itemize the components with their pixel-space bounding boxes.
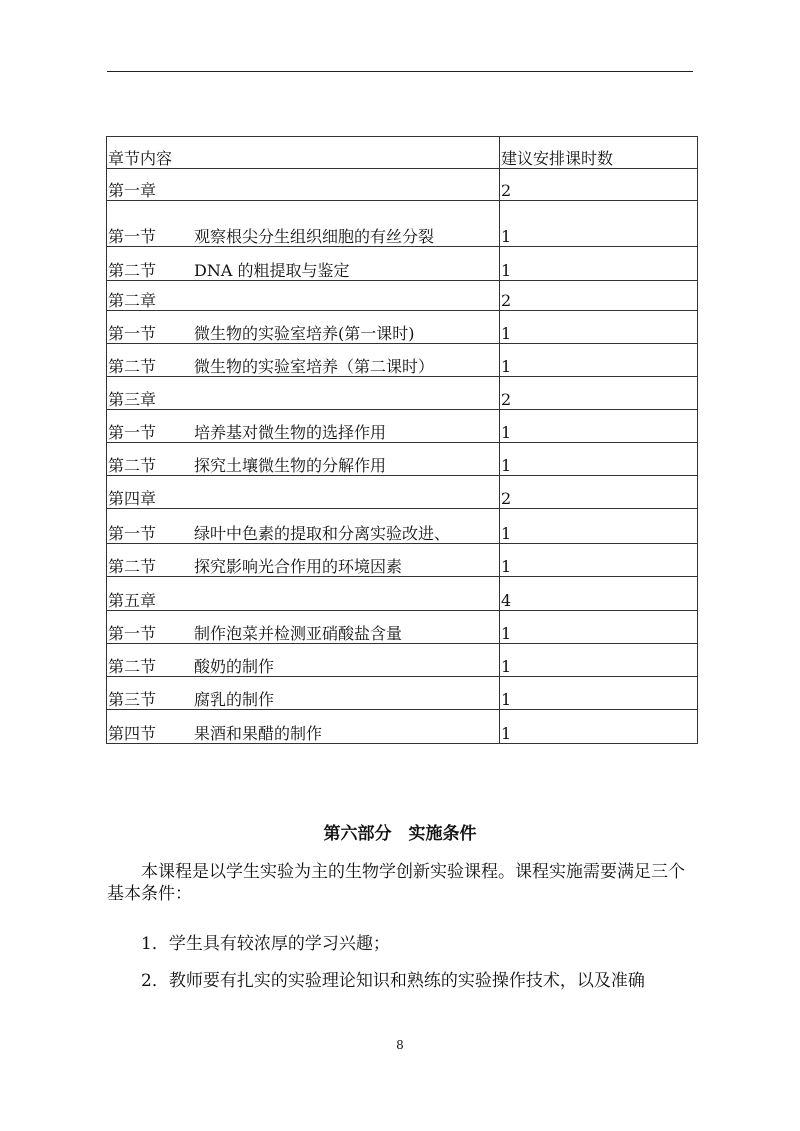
hours-cell: 1 <box>500 611 698 644</box>
hours-cell: 1 <box>500 443 698 476</box>
table-row <box>107 247 698 281</box>
table-row <box>107 201 698 247</box>
chapter-section-cell <box>107 644 500 677</box>
chapter-section-cell <box>107 344 500 377</box>
table-row <box>107 476 698 509</box>
chapter-section-cell <box>107 577 500 611</box>
hours-cell: 4 <box>500 577 698 611</box>
section-title: 微生物的实验室培养（第二课时） <box>194 357 435 376</box>
chapter-section-cell <box>107 201 500 247</box>
section-title: 酸奶的制作 <box>194 657 275 676</box>
chapter-section-cell <box>107 311 500 344</box>
section-title: 培养基对微生物的选择作用 <box>194 423 387 442</box>
section-title: 探究土壤微生物的分解作用 <box>194 456 387 475</box>
table-row <box>107 281 698 311</box>
section-title: 微生物的实验室培养(第一课时) <box>194 324 415 343</box>
section-label: 第五章 <box>108 591 157 610</box>
chapter-section-cell <box>107 443 500 476</box>
section-label: 第一节 <box>108 624 157 643</box>
condition-item-2: 2．教师要有扎实的实验理论知识和熟练的实验操作技术，以及准确 <box>141 971 645 991</box>
table-row <box>107 544 698 577</box>
section-title: 果酒和果醋的制作 <box>194 724 323 743</box>
hours-cell: 1 <box>500 677 698 710</box>
section-label: 第二节 <box>108 557 157 576</box>
section-label: 第二节 <box>108 456 157 475</box>
header-rule <box>107 71 693 72</box>
chapter-section-cell <box>107 377 500 410</box>
hours-cell: 1 <box>500 509 698 544</box>
chapter-section-cell <box>107 247 500 281</box>
chapter-section-cell <box>107 710 500 744</box>
table-row <box>107 577 698 611</box>
section-label: 第二节 <box>108 657 157 676</box>
hours-cell: 2 <box>500 281 698 311</box>
table-row <box>107 377 698 410</box>
condition-item-1: 1．学生具有较浓厚的学习兴趣； <box>141 934 390 954</box>
hours-cell: 1 <box>500 410 698 443</box>
hours-cell: 1 <box>500 544 698 577</box>
hours-cell: 1 <box>500 201 698 247</box>
section-label: 第一节 <box>108 524 157 543</box>
chapter-section-cell <box>107 281 500 311</box>
table-row <box>107 677 698 710</box>
section-title: 腐乳的制作 <box>194 690 275 709</box>
table-row <box>107 311 698 344</box>
section-label: 第一节 <box>108 227 157 246</box>
section-label: 第一节 <box>108 423 157 442</box>
chapter-section-cell <box>107 611 500 644</box>
chapter-section-cell <box>107 410 500 443</box>
hours-cell: 1 <box>500 311 698 344</box>
intro-paragraph: 本课程是以学生实验为主的生物学创新实验课程。课程实施需要满足三个基本条件： <box>107 862 685 904</box>
table-row <box>107 410 698 443</box>
section-label: 第一节 <box>108 324 157 343</box>
section-label: 第二节 <box>108 357 157 376</box>
section-heading: 第六部分 实施条件 <box>323 824 477 844</box>
header-hours-cell: 建议安排课时数 <box>500 137 698 169</box>
hours-cell: 1 <box>500 710 698 744</box>
section-label: 第四章 <box>108 489 157 508</box>
section-label: 第三节 <box>108 690 157 709</box>
chapter-section-cell <box>107 169 500 201</box>
table-row <box>107 710 698 744</box>
table-row <box>107 644 698 677</box>
hours-cell: 2 <box>500 377 698 410</box>
section-label: 第一章 <box>108 181 157 200</box>
table-row <box>107 344 698 377</box>
section-label: 第二章 <box>108 291 157 310</box>
table-row <box>107 611 698 644</box>
section-title: 绿叶中色素的提取和分离实验改进、 <box>194 524 451 543</box>
section-title: 探究影响光合作用的环境因素 <box>194 557 403 576</box>
section-label: 第四节 <box>108 724 157 743</box>
chapter-section-cell <box>107 476 500 509</box>
section-label: 第二节 <box>108 261 157 280</box>
section-label: 第三章 <box>108 390 157 409</box>
hours-cell: 1 <box>500 644 698 677</box>
chapter-section-cell <box>107 677 500 710</box>
hours-cell: 2 <box>500 169 698 201</box>
chapter-section-cell <box>107 509 500 544</box>
hours-cell: 2 <box>500 476 698 509</box>
section-title: 制作泡菜并检测亚硝酸盐含量 <box>194 624 403 643</box>
course-schedule-table <box>106 136 698 744</box>
table-header-row <box>107 137 698 169</box>
table-row <box>107 443 698 476</box>
table-row <box>107 169 698 201</box>
hours-cell: 1 <box>500 247 698 281</box>
chapter-section-cell <box>107 544 500 577</box>
hours-cell: 1 <box>500 344 698 377</box>
table-row <box>107 509 698 544</box>
section-title: DNA 的粗提取与鉴定 <box>194 261 350 280</box>
section-title: 观察根尖分生组织细胞的有丝分裂 <box>194 227 435 246</box>
header-content-cell: 章节内容 <box>107 137 500 169</box>
page-number: 8 <box>396 1038 404 1052</box>
